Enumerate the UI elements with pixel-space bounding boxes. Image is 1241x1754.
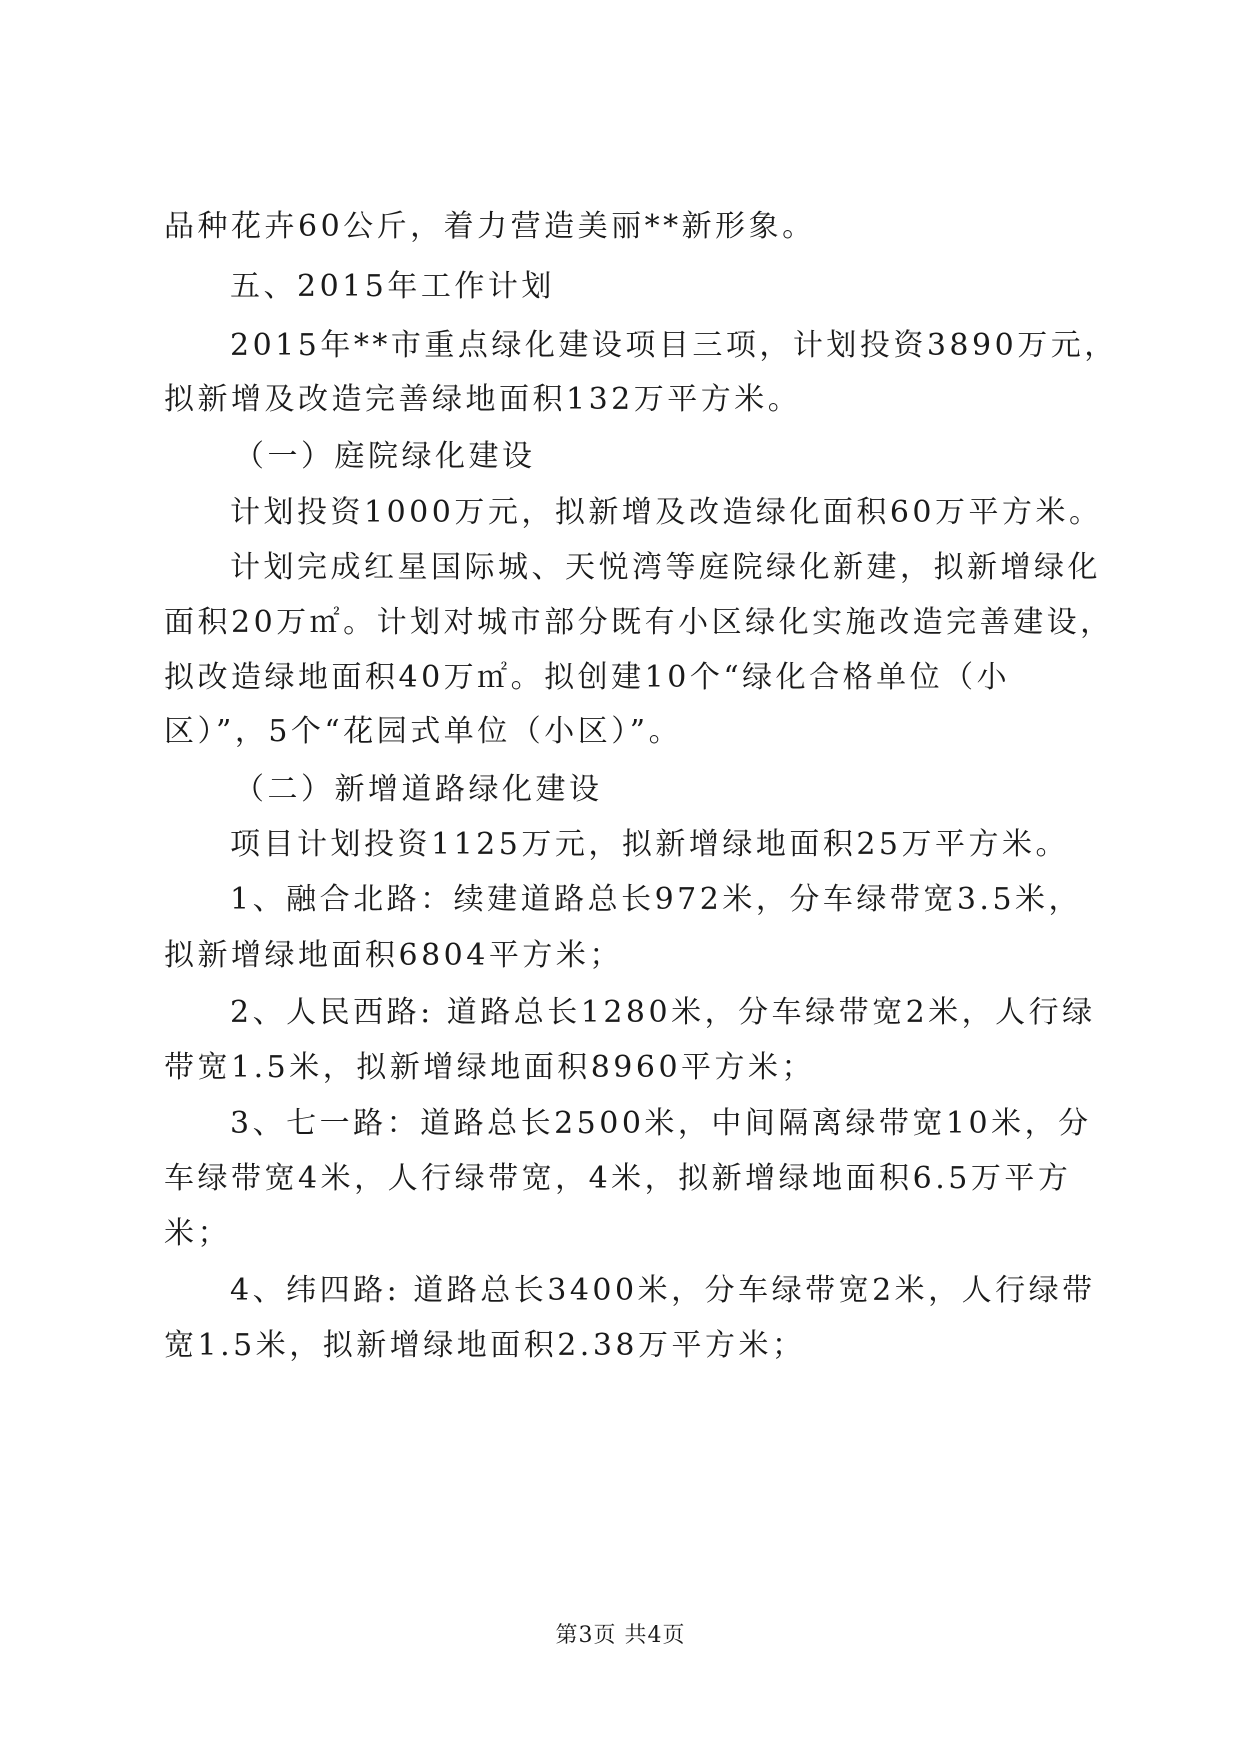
- paragraph-line: 计划投资1000万元，拟新增及改造绿化面积60万平方米。: [230, 495, 1103, 530]
- paragraph-line: 车绿带宽4米，人行绿带宽，4米，拟新增绿地面积6.5万平方: [164, 1161, 1072, 1196]
- page-number-footer: 第3页 共4页: [555, 1623, 686, 1648]
- paragraph-line: 4、纬四路: 道路总长3400米，分车绿带宽2米，人行绿带: [230, 1273, 1096, 1308]
- paragraph-line: 面积20万㎡。计划对城市部分既有小区绿化实施改造完善建设，: [164, 605, 1114, 640]
- paragraph-line: 区）”，5个“花园式单位（小区）”。: [164, 714, 683, 749]
- subsection-heading: （二）新增道路绿化建设: [234, 772, 603, 807]
- paragraph-line: 带宽1.5米，拟新增绿地面积8960平方米；: [164, 1050, 816, 1085]
- paragraph-line: 计划完成红星国际城、天悦湾等庭院绿化新建，拟新增绿化: [230, 550, 1101, 585]
- paragraph-line: 3、七一路：道路总长2500米，中间隔离绿带宽10米，分: [230, 1106, 1092, 1141]
- paragraph-line: 拟新增及改造完善绿地面积132万平方米。: [164, 382, 802, 417]
- paragraph-line: 拟改造绿地面积40万㎡。拟创建10个“绿化合格单位（小: [164, 660, 1011, 695]
- paragraph-line: 宽1.5米，拟新增绿地面积2.38万平方米；: [164, 1328, 806, 1363]
- paragraph-line: 2015年**市重点绿化建设项目三项，计划投资3890万元，: [230, 328, 1118, 363]
- paragraph-line: 拟新增绿地面积6804平方米；: [164, 938, 623, 973]
- section-heading: 五、2015年工作计划: [230, 269, 555, 304]
- paragraph-line: 项目计划投资1125万元，拟新增绿地面积25万平方米。: [230, 827, 1070, 862]
- paragraph-line: 米；: [164, 1216, 231, 1251]
- subsection-heading: （一）庭院绿化建设: [234, 439, 536, 474]
- paragraph-line: 2、人民西路: 道路总长1280米，分车绿带宽2米，人行绿: [230, 995, 1096, 1030]
- paragraph-line: 1、融合北路：续建道路总长972米，分车绿带宽3.5米，: [230, 882, 1083, 917]
- paragraph-line: 品种花卉60公斤，着力营造美丽**新形象。: [164, 209, 816, 244]
